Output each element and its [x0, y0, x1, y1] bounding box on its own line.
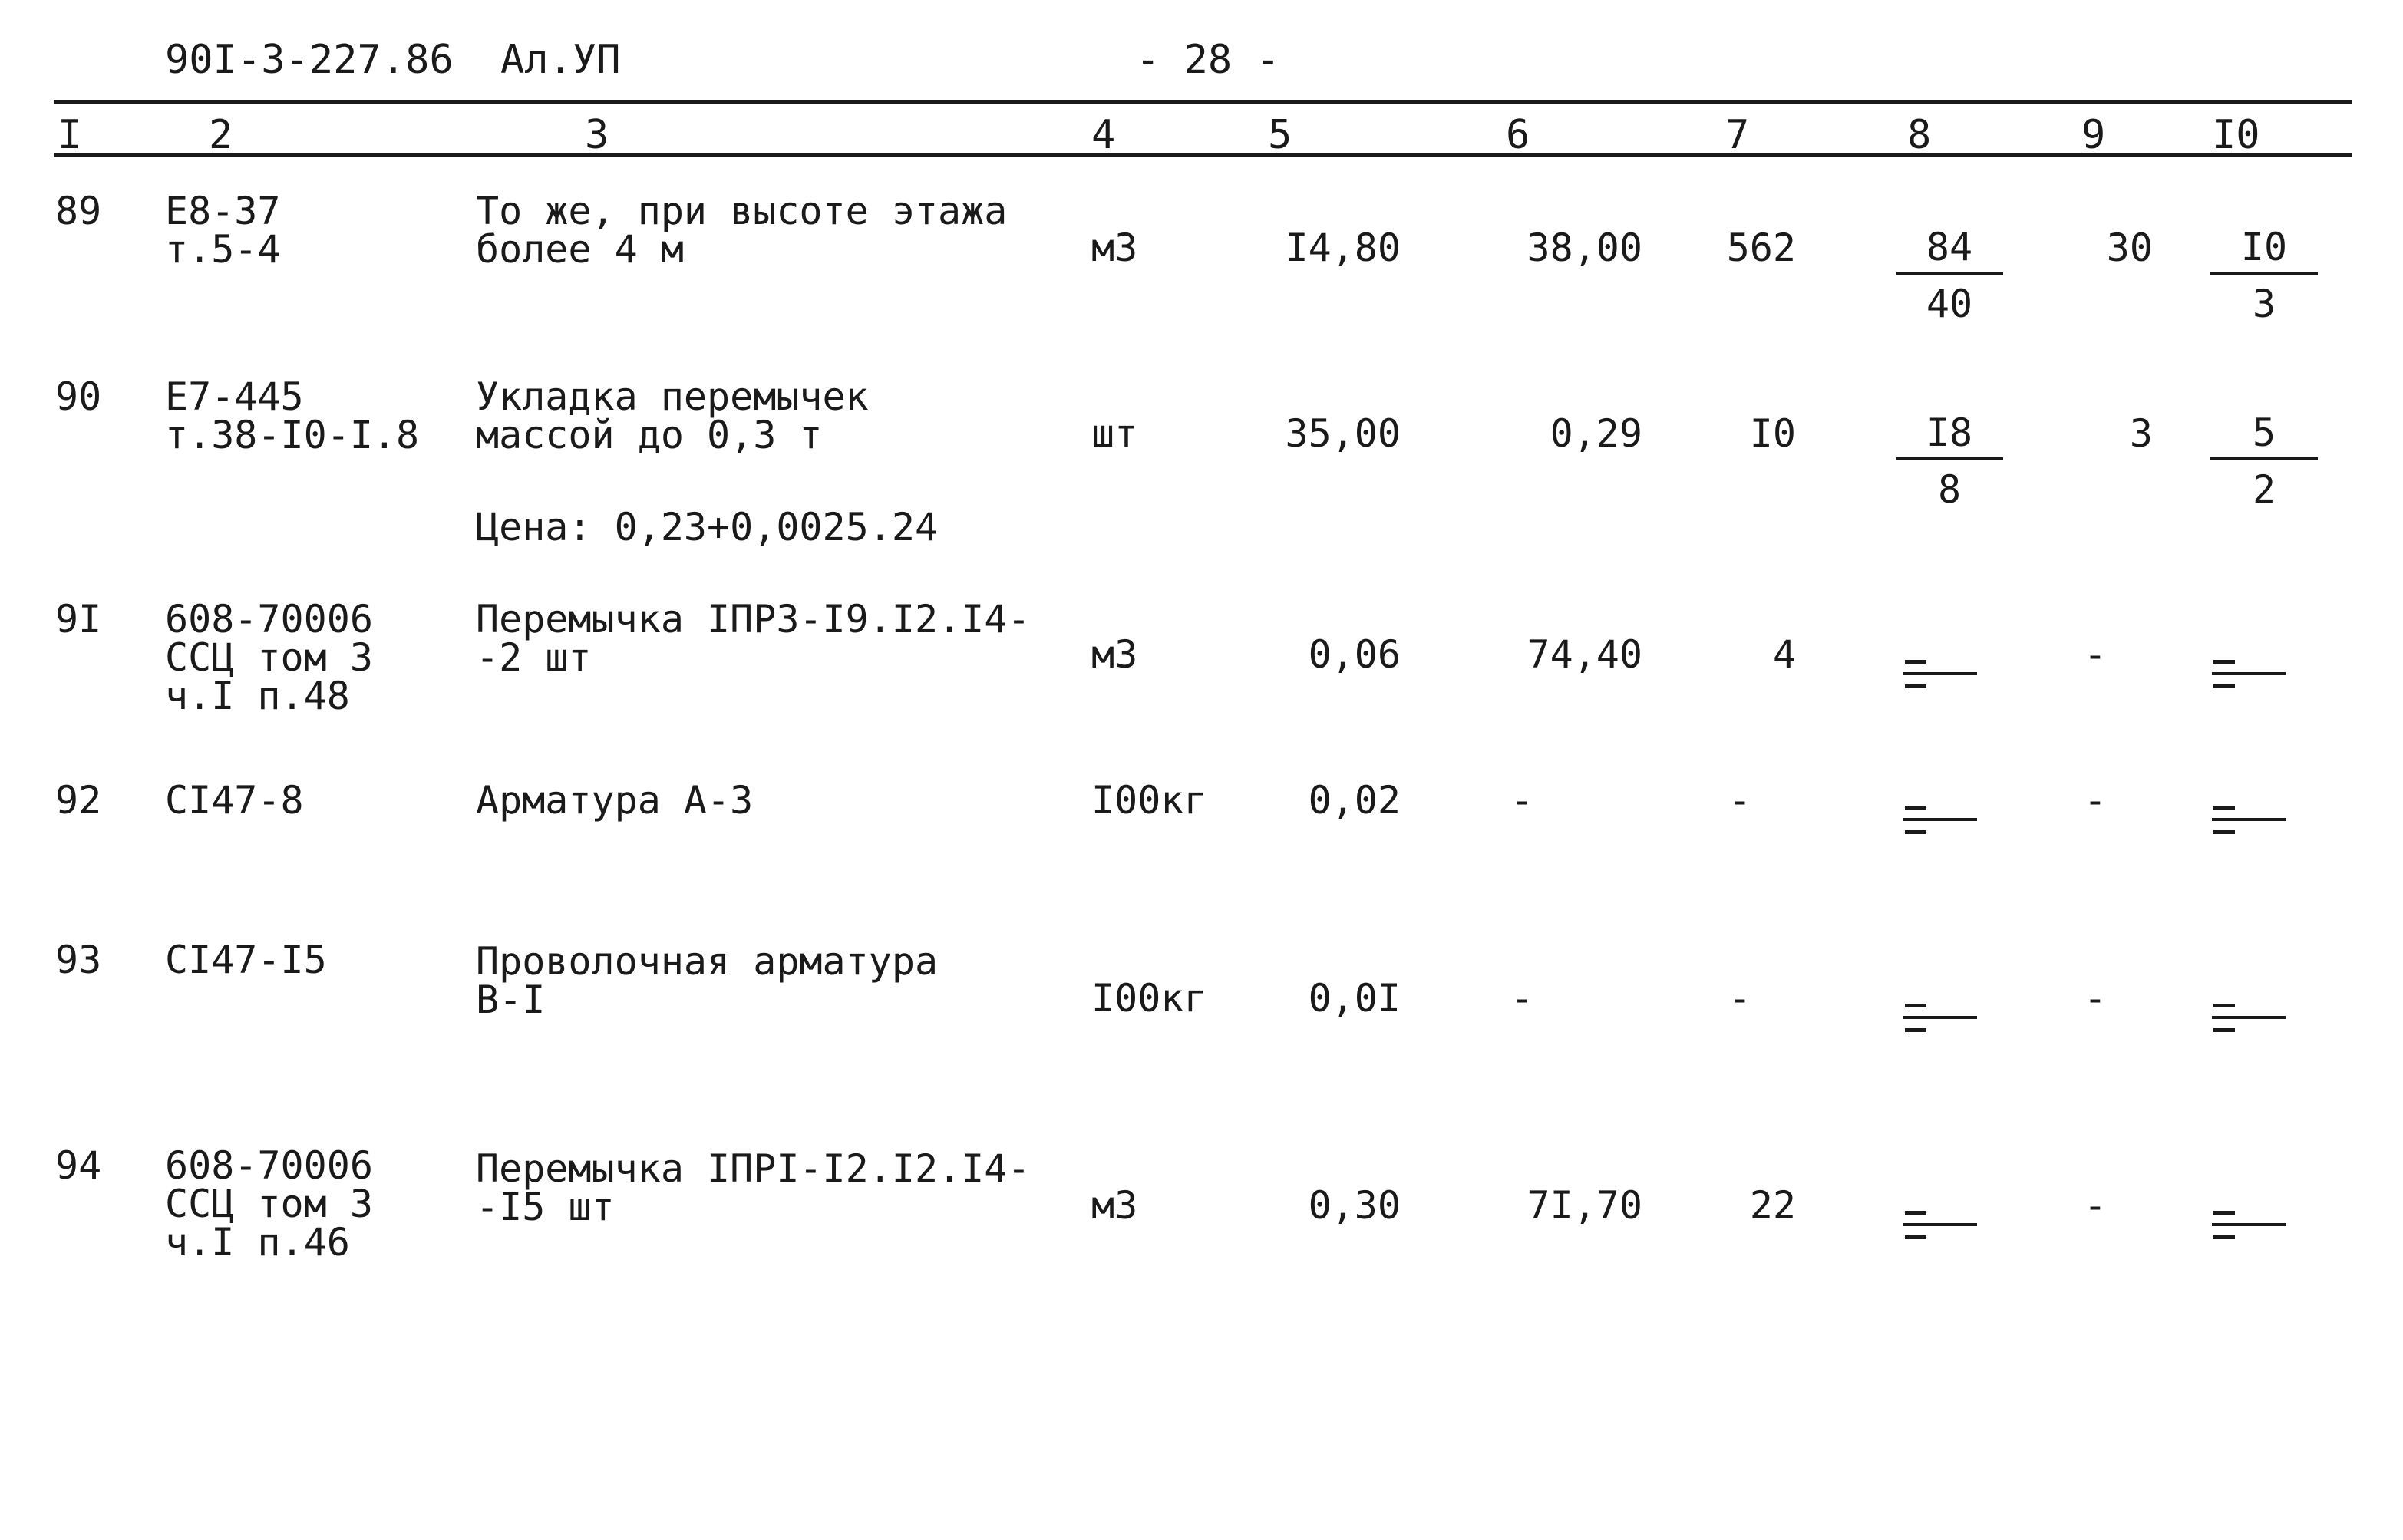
column-header-3: 3 [585, 112, 609, 158]
column-header-6: 6 [1506, 112, 1530, 158]
unit-price: 38,00 [1527, 226, 1642, 270]
rate-code: СI47-8 [165, 778, 304, 823]
quantity: 0,06 [1308, 632, 1401, 677]
col9-value: - [2083, 976, 2107, 1021]
unit-price: - [1510, 976, 1534, 1021]
row-number: 9I [55, 597, 102, 641]
unit-price: 74,40 [1527, 632, 1642, 677]
row-number: 90 [55, 374, 102, 419]
rate-code: Е7-445 т.38-I0-I.8 [165, 374, 420, 457]
fraction-numerator: 84 [1896, 227, 2003, 275]
column-header-2: 2 [209, 112, 233, 158]
total-cost: I0 [1749, 411, 1796, 456]
total-cost: - [1728, 778, 1752, 823]
row-number: 94 [55, 1143, 102, 1188]
col10-empty-fraction [2212, 798, 2289, 844]
fraction-numerator: 5 [2210, 413, 2318, 460]
row-number: 89 [55, 189, 102, 233]
unit-price: 7I,70 [1527, 1183, 1642, 1228]
column-header-9: 9 [2081, 112, 2106, 158]
quantity: 0,02 [1308, 778, 1401, 823]
row-number: 93 [55, 938, 102, 982]
fraction-denominator: 40 [1926, 282, 1973, 326]
work-description: Перемычка IПР3-I9.I2.I4- -2 шт [476, 597, 1031, 680]
work-description: Перемычка IПРI-I2.I2.I4- -I5 шт [476, 1146, 1031, 1229]
unit: м3 [1091, 226, 1138, 270]
fraction-denominator: 3 [2252, 282, 2276, 326]
col9-value: 30 [2106, 226, 2153, 270]
total-cost: 4 [1772, 632, 1796, 677]
fraction-denominator: 8 [1937, 467, 1962, 512]
col10-empty-fraction [2212, 996, 2289, 1042]
rate-code: СI47-I5 [165, 938, 327, 982]
header-bottom-rule [54, 153, 2352, 157]
unit: шт [1091, 411, 1138, 456]
work-description: Проволочная арматура В-I [476, 939, 939, 1022]
row-number: 92 [55, 778, 102, 823]
col10-empty-fraction [2212, 1203, 2289, 1249]
rate-code: Е8-37 т.5-4 [165, 189, 281, 272]
header-top-rule [54, 100, 2352, 104]
total-cost: - [1728, 976, 1752, 1021]
column-header-8: 8 [1907, 112, 1932, 158]
col10-empty-fraction [2212, 652, 2289, 698]
unit: м3 [1091, 1183, 1138, 1228]
page-number: - 28 - [1136, 37, 1280, 83]
work-description: То же, при высоте этажа более 4 м [476, 189, 1008, 272]
rate-code: 608-70006 ССЦ том 3 ч.I п.48 [165, 597, 373, 718]
quantity: 0,30 [1308, 1183, 1401, 1228]
work-description: Арматура А-3 [476, 778, 754, 823]
unit: I00кг [1091, 976, 1207, 1021]
work-description: Укладка перемычек массой до 0,3 т [476, 374, 869, 457]
quantity: 35,00 [1285, 411, 1401, 456]
col9-value: - [2083, 632, 2107, 677]
column-header-7: 7 [1725, 112, 1750, 158]
column-header-5: 5 [1268, 112, 1292, 158]
document-code: 90I-3-227.86 [165, 37, 454, 83]
fraction-numerator: I0 [2210, 227, 2318, 275]
rate-code: 608-70006 ССЦ том 3 ч.I п.46 [165, 1143, 373, 1265]
total-cost: 562 [1726, 226, 1796, 270]
price-note: Цена: 0,23+0,0025.24 [476, 505, 939, 549]
column-header-4: 4 [1091, 112, 1116, 158]
total-cost: 22 [1749, 1183, 1796, 1228]
fraction-denominator: 2 [2252, 467, 2276, 512]
unit: I00кг [1091, 778, 1207, 823]
col10-fraction [2210, 411, 2318, 512]
quantity: 0,0I [1308, 976, 1401, 1021]
col9-value: - [2083, 1183, 2107, 1228]
column-header-1: I [58, 112, 82, 158]
unit-price: - [1510, 778, 1534, 823]
col10-fraction [2210, 227, 2318, 324]
quantity: I4,80 [1285, 226, 1401, 270]
column-header-10: I0 [2212, 112, 2260, 158]
unit-price: 0,29 [1550, 411, 1642, 456]
unit: м3 [1091, 632, 1138, 677]
col9-value: - [2083, 778, 2107, 823]
album-label: Ал.УП [500, 37, 621, 83]
fraction-numerator: I8 [1896, 413, 2003, 460]
col9-value: 3 [2129, 411, 2153, 456]
